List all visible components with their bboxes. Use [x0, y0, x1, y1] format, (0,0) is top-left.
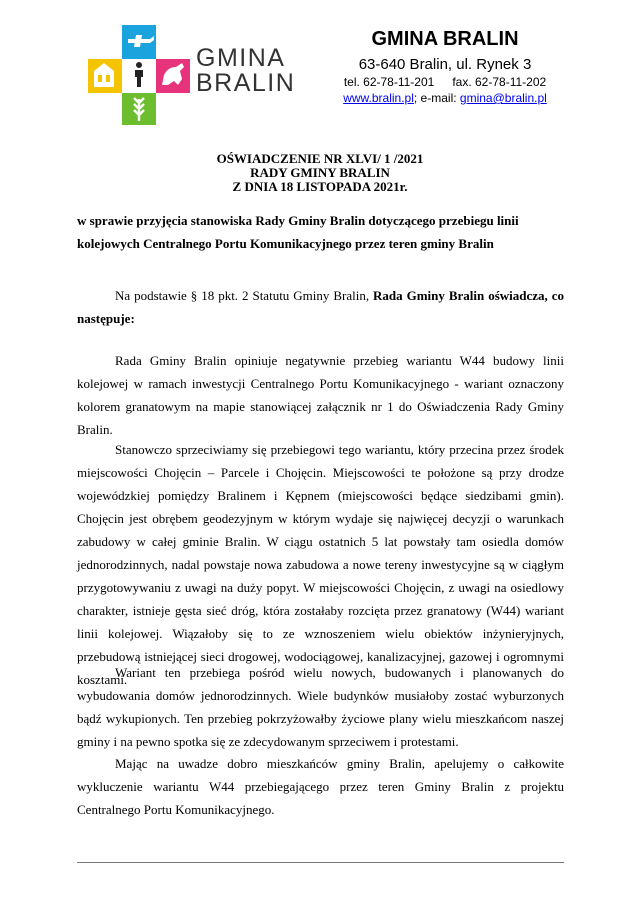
- phone-fax-line: [318, 74, 572, 90]
- email-link[interactable]: gmina@bralin.pl: [459, 91, 547, 105]
- email-label: ; e-mail:: [413, 91, 457, 105]
- phone-number: tel. 62-78-11-201: [343, 75, 435, 89]
- website-link[interactable]: www.bralin.pl: [343, 91, 414, 105]
- logo-line-gmina: GMINA: [196, 44, 286, 72]
- gmina-bralin-logo: [88, 25, 190, 125]
- legal-basis-text: Na podstawie § 18 pkt. 2 Statutu Gminy Bralin,: [115, 288, 374, 303]
- document-title: [0, 152, 640, 194]
- web-email-line: [318, 90, 572, 106]
- logo-line-bralin: BRALIN: [196, 69, 296, 97]
- paragraph-4: Mając na uwadze dobro mieszkańców gminy Bralin, apelujemy o całkowite wykluczenie wariantu W44 przebiegającego przez teren Gminy Bralin z projektu Centralnego Portu Komunikacyjnego.: [77, 756, 564, 817]
- title-line-1: OŚWIADCZENIE NR XLVI/ 1 /2021: [216, 151, 424, 166]
- organization-address: 63-640 Bralin, ul. Rynek 3: [358, 56, 532, 73]
- logo-wordmark: [196, 46, 295, 96]
- paragraph-3: Wariant ten przebiega pośród wielu nowych, budowanych i planowanych do wybudowania domów jednorodzinnych. Wiele budynków musiałoby zostać wyburzonych bądź wykupionych. Ten przebieg pokrzyżowałby życiowe plany wielu mieszkańcom naszej gminy i na pewno spotka się ze zdecydowanym sprzeciwem i protestami.: [77, 665, 564, 749]
- organization-name: GMINA BRALIN: [371, 28, 519, 50]
- paragraph-1: Rada Gminy Bralin opiniuje negatywnie przebieg wariantu W44 budowy linii kolejowej w ramach inwestycji Centralnego Portu Komunikacyjnego - wariant oznaczony kolorem granatowym na mapie stanowiącej załącznik nr 1 do Oświadczenia Rady Gminy Bralin.: [77, 353, 564, 437]
- document-subject: w sprawie przyjęcia stanowiska Rady Gminy Bralin dotyczącego przebiegu linii kolejowych Centralnego Portu Komunikacyjnego przez teren gminy Bralin: [77, 213, 519, 251]
- title-line-3: Z DNIA 18 LISTOPADA 2021r.: [232, 179, 408, 194]
- legal-basis-paragraph: [77, 284, 564, 330]
- title-line-2: RADY GMINY BRALIN: [250, 165, 390, 180]
- fax-number: fax. 62-78-11-202: [452, 75, 547, 89]
- contact-block: [318, 27, 572, 106]
- paragraph-2: Stanowczo sprzeciwiamy się przebiegowi tego wariantu, który przecina przez środek miejscowości Chojęcin – Parcele i Chojęcin. Miejscowości te położone są przy drodze wojewódzkiej pomiędzy Bralinem i Kępnem (miejscowości będące siedzibami gmin). Chojęcin jest obrębem geodezyjnym w którym wydaje się najwięcej decyzji o warunkach zabudowy w całej gminie Bralin. W ciągu ostatnich 5 lat powstały tam osiedla domów jednorodzinnych, nadal powstaje nowa zabudowa a nowe tereny inwestycyjne są w ciągłym przygotowywaniu z uwagi na duży popyt. W miejscowości Chojęcin, z uwagi na osiedlowy charakter, istnieje gęsta sieć dróg, która zostałaby rozcięta przez granatowy (W44) wariant linii kolejowej. Wiązałoby się to ze wznoszeniem wielu obiektów inżynieryjnych, przebudową istniejącej sieci drogowej, wodociągowej, kanalizacyjnej, gazowej i ogromnymi kosztami.: [77, 442, 564, 687]
- footer-divider: [77, 862, 564, 863]
- legal-basis-declaration: Rada Gminy Bralin oświadcza, co następuje:: [77, 288, 564, 326]
